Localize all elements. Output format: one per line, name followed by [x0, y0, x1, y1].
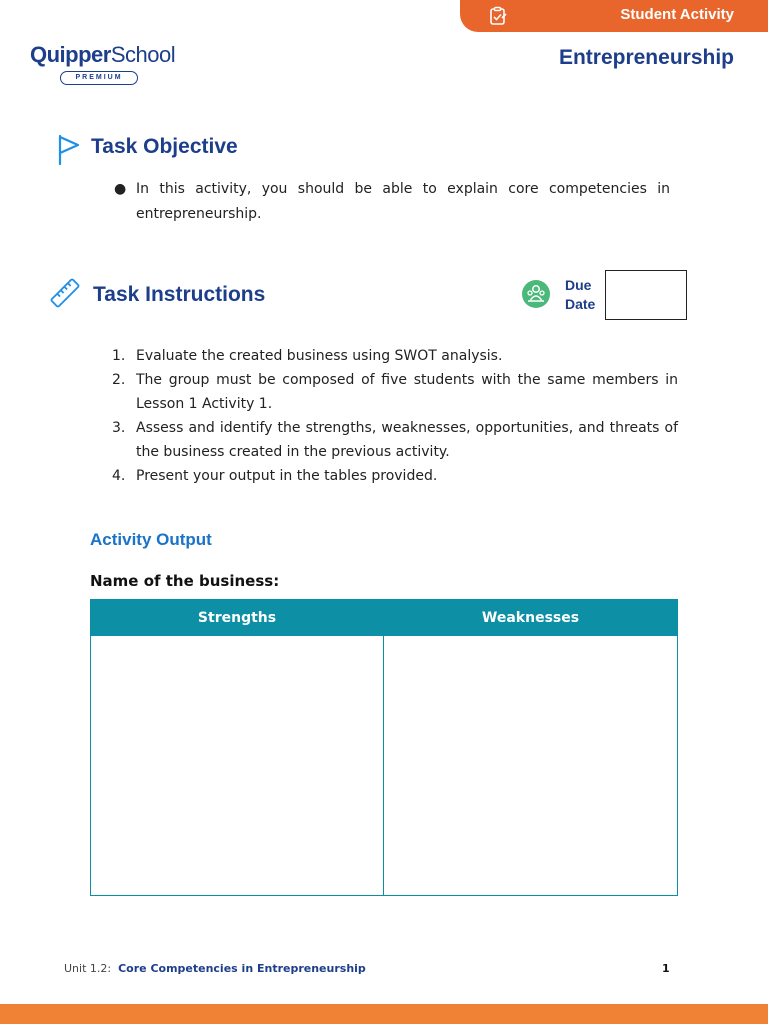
- weaknesses-cell[interactable]: [384, 636, 677, 895]
- activity-output-heading: Activity Output: [90, 530, 212, 549]
- step-number: 1.: [112, 348, 126, 364]
- step-item: [112, 344, 678, 368]
- task-instructions-heading: Task Instructions: [93, 283, 266, 306]
- clipboard-check-icon: [488, 6, 508, 26]
- group-icon: [522, 280, 550, 308]
- flag-icon: [56, 134, 82, 166]
- footer-unit-title: Core Competencies in Entrepreneurship: [118, 962, 366, 975]
- objective-bullet: [114, 177, 670, 227]
- weaknesses-column: [384, 600, 677, 895]
- step-text: Present your output in the tables provided.: [136, 468, 438, 484]
- student-activity-tab: [460, 0, 768, 32]
- step-text: Evaluate the created business using SWOT analysis.: [136, 348, 503, 364]
- step-text: Assess and identify the strengths, weaknesses, opportunities, and threats of the business created in the previous activity.: [136, 420, 678, 460]
- strengths-column: [91, 600, 384, 895]
- quipper-school-logo: [30, 42, 175, 85]
- due-label-line2: Date: [565, 296, 596, 312]
- weaknesses-header: Weaknesses: [384, 600, 677, 636]
- tab-label: Student Activity: [620, 6, 734, 23]
- page-number: 1: [662, 962, 670, 975]
- step-number: 4.: [112, 468, 126, 484]
- step-item: [112, 416, 678, 464]
- strengths-header: Strengths: [91, 600, 383, 636]
- business-name-label: Name of the business:: [90, 572, 280, 590]
- due-date-label: [565, 276, 601, 314]
- step-number: 3.: [112, 420, 126, 436]
- logo-text-quipper: Quipper: [30, 42, 111, 67]
- footer-unit: [64, 962, 366, 975]
- step-item: [112, 368, 678, 416]
- due-date-box[interactable]: [605, 270, 687, 320]
- logo-text-school: School: [110, 42, 176, 67]
- objective-text: In this activity, you should be able to explain core competencies in entrepreneurship.: [136, 181, 670, 222]
- subject-title: Entrepreneurship: [558, 46, 734, 69]
- due-label-line1: Due: [565, 277, 592, 293]
- swot-table: [90, 599, 678, 896]
- step-number: 2.: [112, 372, 126, 388]
- step-text: The group must be composed of five students with the same members in Lesson 1 Activity 1.: [136, 372, 678, 412]
- pencil-ruler-icon: [48, 276, 82, 310]
- footer-unit-prefix: Unit 1.2:: [64, 962, 112, 975]
- task-objective-heading: Task Objective: [91, 135, 238, 158]
- strengths-cell[interactable]: [91, 636, 383, 895]
- bottom-bar: [0, 1004, 768, 1024]
- bullet-dot: ●: [114, 181, 127, 197]
- instruction-steps: [112, 344, 678, 488]
- logo-premium-badge: PREMIUM: [60, 71, 138, 85]
- step-item: [112, 464, 678, 488]
